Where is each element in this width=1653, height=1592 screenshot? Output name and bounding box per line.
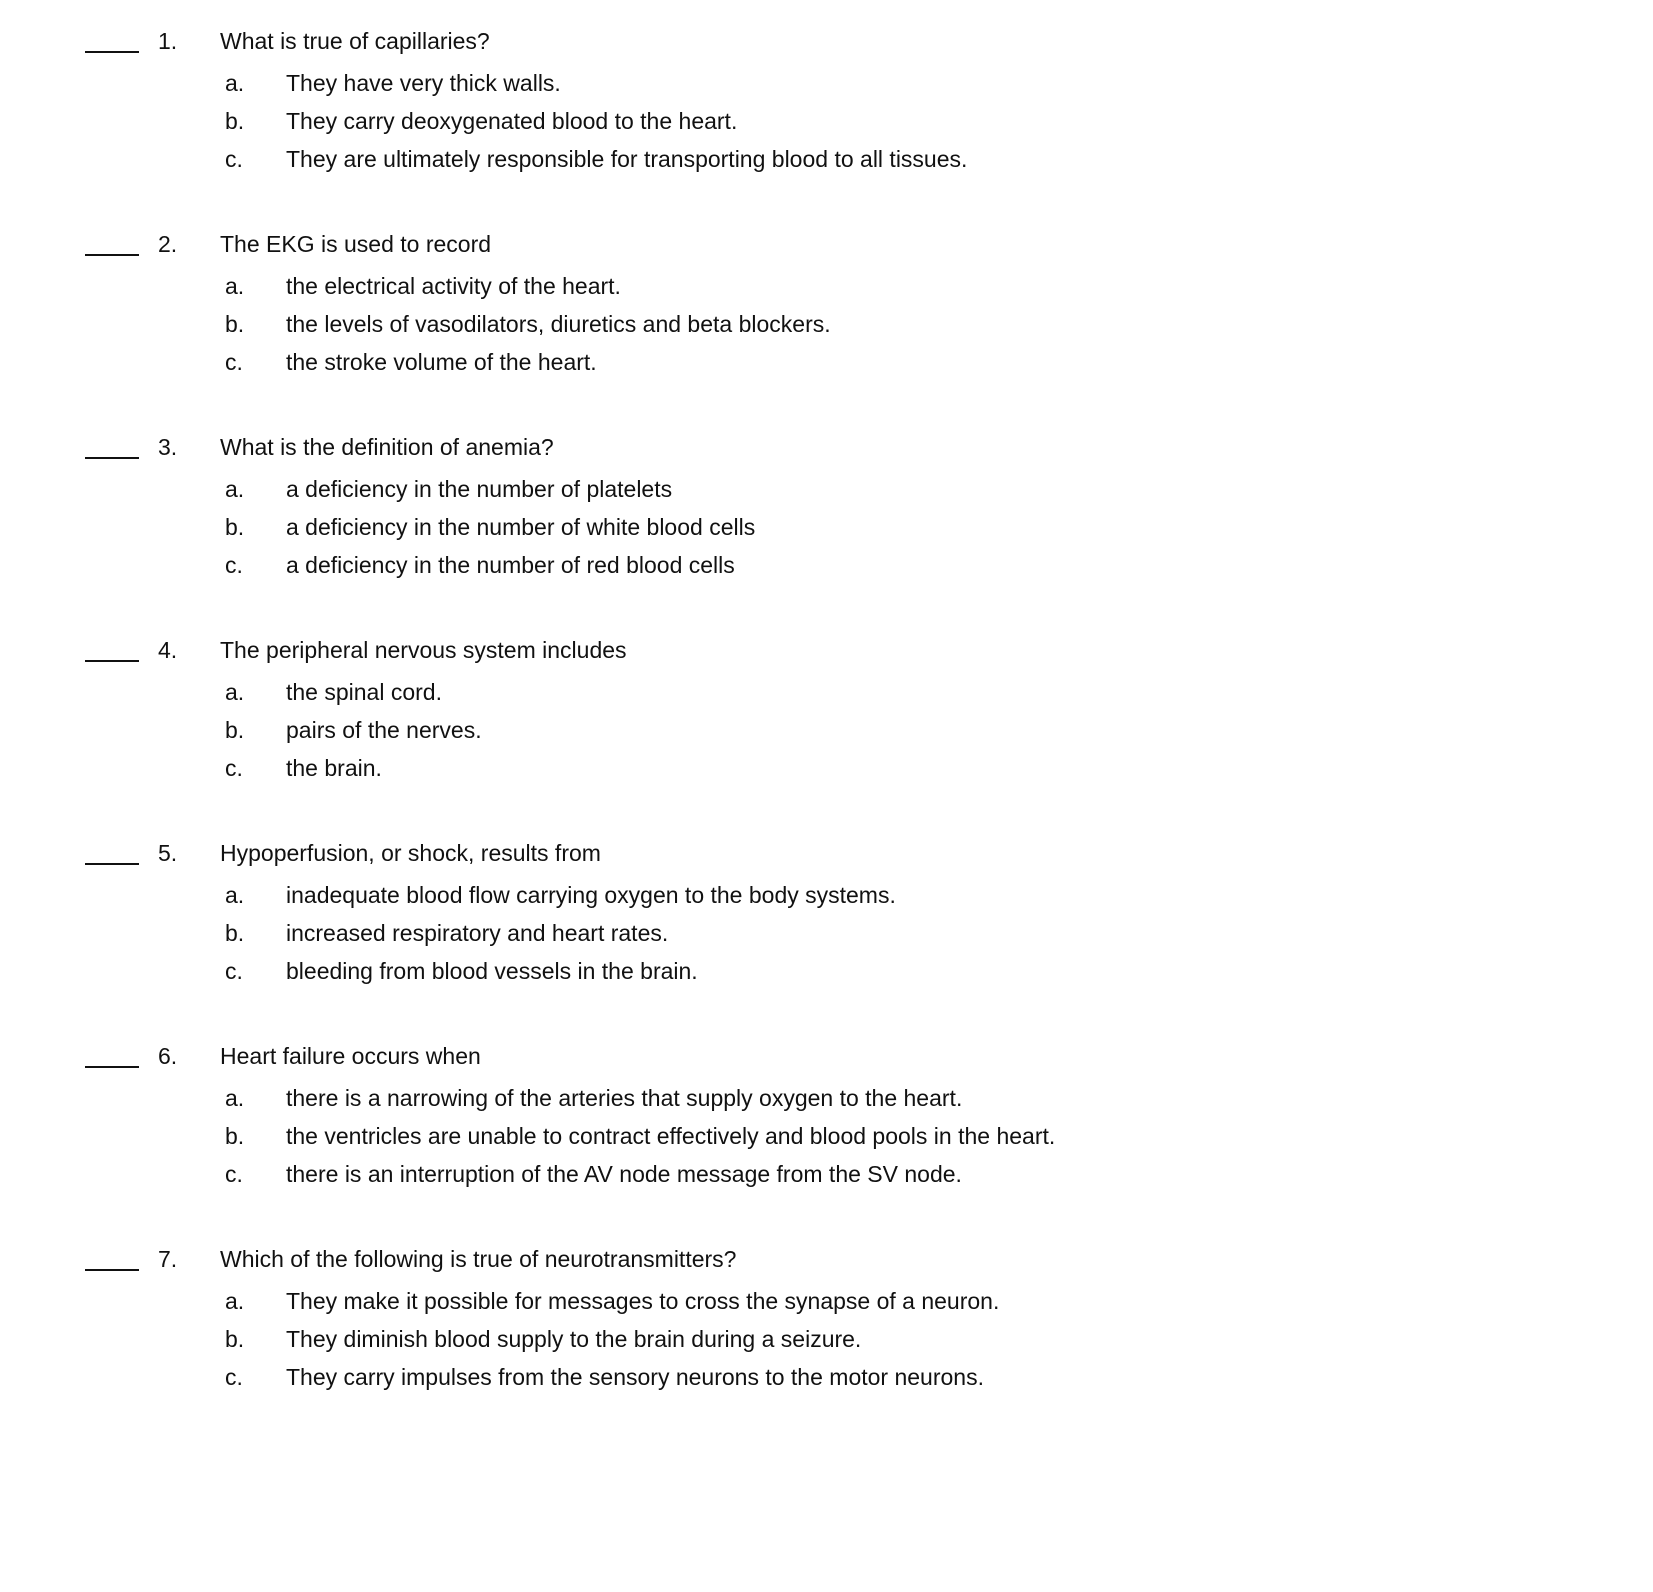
question-line xyxy=(0,631,1653,669)
option-text: a deficiency in the number of platelets xyxy=(286,476,673,502)
option-letter: b. xyxy=(225,920,245,946)
option-letter: b. xyxy=(225,1326,245,1352)
answer-blank[interactable] xyxy=(85,659,139,662)
question-number: 5. xyxy=(158,840,178,866)
question-text: Heart failure occurs when xyxy=(220,1043,481,1069)
question-4 xyxy=(0,631,1653,787)
question-number: 4. xyxy=(158,637,178,663)
option-letter: a. xyxy=(225,476,245,502)
option-text: They have very thick walls. xyxy=(286,70,561,96)
question-7 xyxy=(0,1240,1653,1396)
option-text: there is a narrowing of the arteries that supply oxygen to the heart. xyxy=(286,1085,963,1111)
option-letter: c. xyxy=(225,755,243,781)
option-letter: a. xyxy=(225,882,245,908)
option-letter: a. xyxy=(225,1085,245,1111)
option-text: They diminish blood supply to the brain during a seizure. xyxy=(286,1326,862,1352)
option-text: They carry deoxygenated blood to the heart. xyxy=(286,108,738,134)
option xyxy=(0,1358,1653,1396)
option xyxy=(0,1282,1653,1320)
option-letter: a. xyxy=(225,679,245,705)
option-letter: c. xyxy=(225,146,243,172)
option-letter: a. xyxy=(225,273,245,299)
question-text: What is true of capillaries? xyxy=(220,28,490,54)
answer-blank[interactable] xyxy=(85,1268,139,1271)
question-line xyxy=(0,22,1653,60)
question-text: Which of the following is true of neurotransmitters? xyxy=(220,1246,737,1272)
question-1 xyxy=(0,22,1653,178)
option-text: bleeding from blood vessels in the brain. xyxy=(286,958,698,984)
option xyxy=(0,952,1653,990)
option-letter: b. xyxy=(225,1123,245,1149)
answer-blank[interactable] xyxy=(85,456,139,459)
option-letter: a. xyxy=(225,1288,245,1314)
option-letter: b. xyxy=(225,514,245,540)
option-letter: c. xyxy=(225,1161,243,1187)
option-text: there is an interruption of the AV node message from the SV node. xyxy=(286,1161,962,1187)
option-text: increased respiratory and heart rates. xyxy=(286,920,669,946)
question-line xyxy=(0,1240,1653,1278)
option-text: the ventricles are unable to contract effectively and blood pools in the heart. xyxy=(286,1123,1056,1149)
option-letter: b. xyxy=(225,717,245,743)
option xyxy=(0,1079,1653,1117)
option xyxy=(0,508,1653,546)
question-text: What is the definition of anemia? xyxy=(220,434,554,460)
option xyxy=(0,64,1653,102)
question-number: 1. xyxy=(158,28,178,54)
question-5 xyxy=(0,834,1653,990)
option-letter: c. xyxy=(225,552,243,578)
question-text: The peripheral nervous system includes xyxy=(220,637,627,663)
answer-blank[interactable] xyxy=(85,1065,139,1068)
option xyxy=(0,102,1653,140)
question-3 xyxy=(0,428,1653,584)
option-text: the brain. xyxy=(286,755,382,781)
answer-blank[interactable] xyxy=(85,50,139,53)
option xyxy=(0,267,1653,305)
option xyxy=(0,1320,1653,1358)
question-number: 2. xyxy=(158,231,178,257)
question-text: Hypoperfusion, or shock, results from xyxy=(220,840,601,866)
option xyxy=(0,876,1653,914)
option-text: the spinal cord. xyxy=(286,679,442,705)
option xyxy=(0,470,1653,508)
question-text: The EKG is used to record xyxy=(220,231,492,257)
option xyxy=(0,140,1653,178)
option-text: a deficiency in the number of red blood cells xyxy=(286,552,735,578)
option-text: the electrical activity of the heart. xyxy=(286,273,621,299)
option-letter: a. xyxy=(225,70,245,96)
option-letter: c. xyxy=(225,349,243,375)
option xyxy=(0,749,1653,787)
option-text: pairs of the nerves. xyxy=(286,717,482,743)
option-text: inadequate blood flow carrying oxygen to the body systems. xyxy=(286,882,896,908)
option xyxy=(0,914,1653,952)
question-2 xyxy=(0,225,1653,381)
option-text: They make it possible for messages to cross the synapse of a neuron. xyxy=(286,1288,1000,1314)
option-text: They are ultimately responsible for transporting blood to all tissues. xyxy=(286,146,968,172)
option-letter: c. xyxy=(225,1364,243,1390)
question-number: 3. xyxy=(158,434,178,460)
option-text: the levels of vasodilators, diuretics and beta blockers. xyxy=(286,311,831,337)
question-line xyxy=(0,834,1653,872)
option-text: the stroke volume of the heart. xyxy=(286,349,597,375)
option xyxy=(0,343,1653,381)
option-text: They carry impulses from the sensory neurons to the motor neurons. xyxy=(286,1364,984,1390)
option-text: a deficiency in the number of white blood cells xyxy=(286,514,756,540)
option xyxy=(0,711,1653,749)
option xyxy=(0,1155,1653,1193)
option xyxy=(0,546,1653,584)
question-line xyxy=(0,428,1653,466)
question-6 xyxy=(0,1037,1653,1193)
question-line xyxy=(0,225,1653,263)
option xyxy=(0,673,1653,711)
answer-blank[interactable] xyxy=(85,253,139,256)
option xyxy=(0,1117,1653,1155)
question-number: 6. xyxy=(158,1043,178,1069)
option-letter: b. xyxy=(225,108,245,134)
question-number: 7. xyxy=(158,1246,178,1272)
option xyxy=(0,305,1653,343)
option-letter: b. xyxy=(225,311,245,337)
option-letter: c. xyxy=(225,958,243,984)
answer-blank[interactable] xyxy=(85,862,139,865)
question-line xyxy=(0,1037,1653,1075)
